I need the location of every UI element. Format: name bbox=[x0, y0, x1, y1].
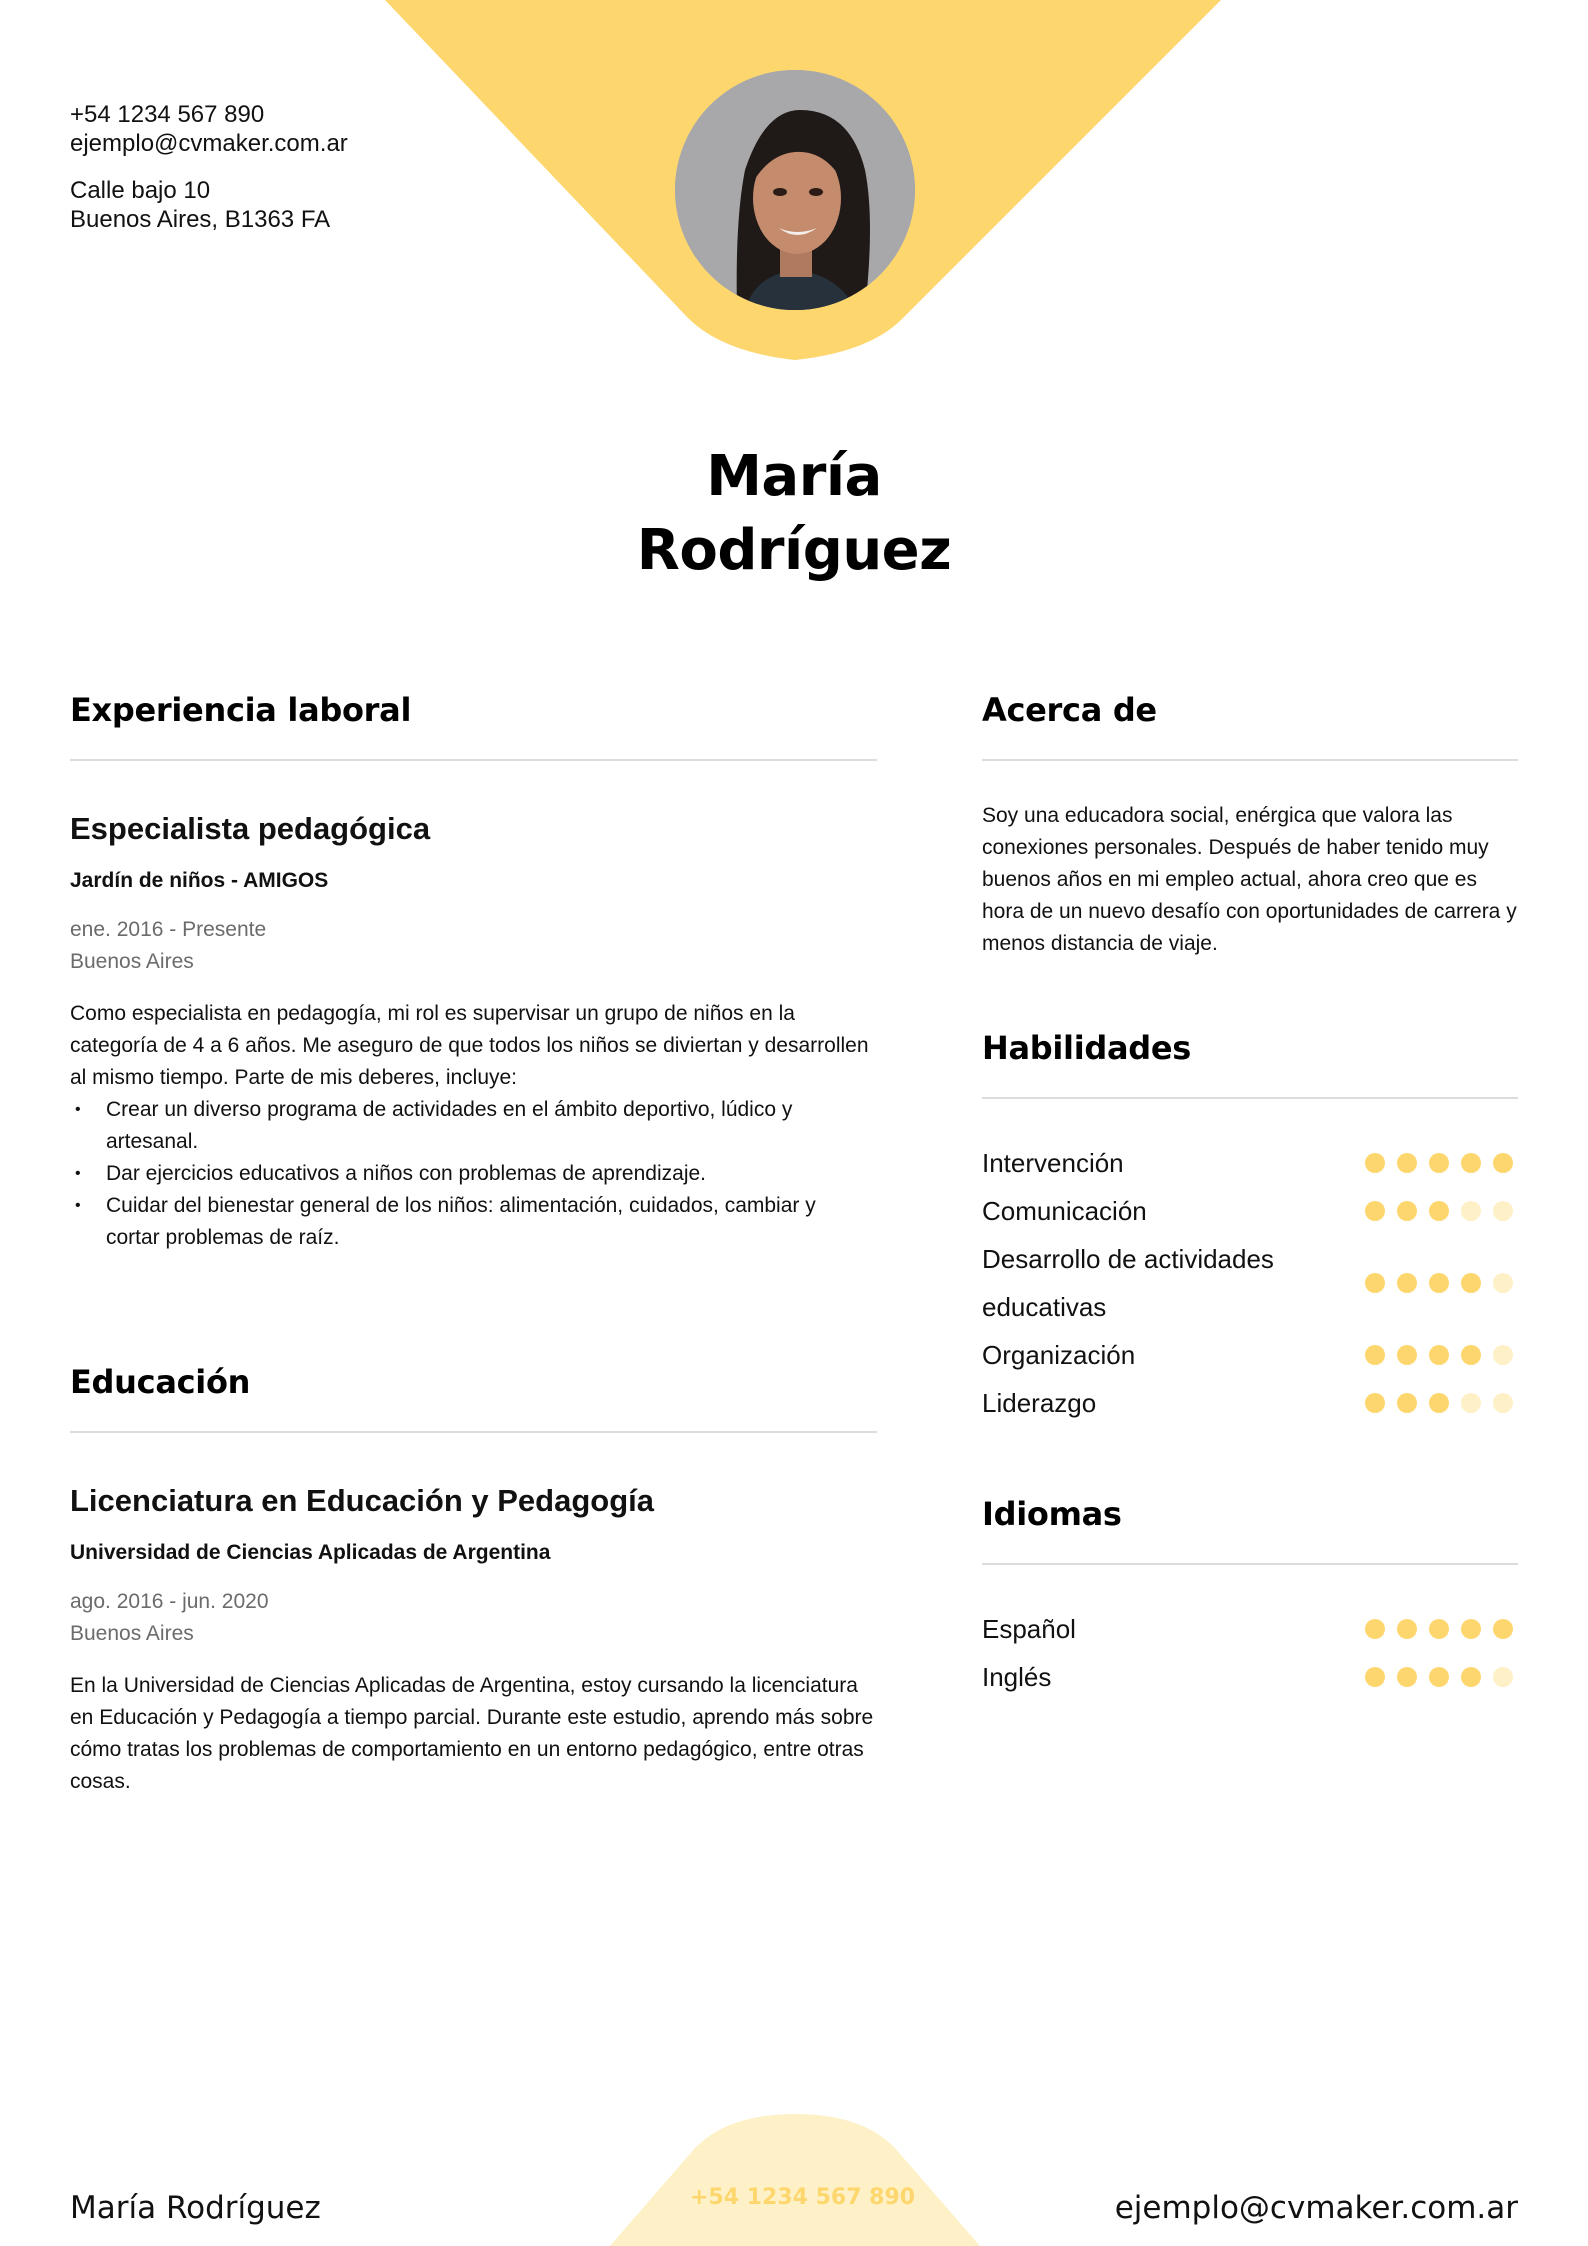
rating-dot-filled bbox=[1429, 1273, 1449, 1293]
experience-duties-list bbox=[70, 1094, 870, 1254]
skill-rating bbox=[1365, 1273, 1515, 1293]
skill-rating bbox=[1365, 1345, 1515, 1365]
rating-dot-filled bbox=[1397, 1345, 1417, 1365]
skill-label: Organización bbox=[982, 1340, 1136, 1370]
rating-dot-filled bbox=[1429, 1345, 1449, 1365]
language-label: Español bbox=[982, 1614, 1076, 1644]
rating-dot-filled bbox=[1429, 1667, 1449, 1687]
candidate-name bbox=[494, 440, 1094, 588]
contact-city: Buenos Aires, B1363 FA bbox=[70, 206, 331, 233]
rating-dot-filled bbox=[1461, 1273, 1481, 1293]
education-organization: Universidad de Ciencias Aplicadas de Argentina bbox=[70, 1541, 551, 1564]
rating-dot-filled bbox=[1397, 1393, 1417, 1413]
education-location: Buenos Aires bbox=[70, 1622, 194, 1645]
rating-dot-empty bbox=[1461, 1393, 1481, 1413]
experience-organization: Jardín de niños - AMIGOS bbox=[70, 869, 329, 892]
rating-dot-filled bbox=[1397, 1153, 1417, 1173]
about-divider bbox=[982, 759, 1518, 761]
languages-divider bbox=[982, 1563, 1518, 1565]
language-label: Inglés bbox=[982, 1662, 1052, 1692]
rating-dot-filled bbox=[1493, 1619, 1513, 1639]
experience-divider bbox=[70, 759, 877, 761]
first-name: María bbox=[706, 444, 882, 509]
skill-label: Desarrollo de actividades educativas bbox=[982, 1244, 1274, 1322]
rating-dot-filled bbox=[1461, 1619, 1481, 1639]
rating-dot-filled bbox=[1429, 1619, 1449, 1639]
education-description: En la Universidad de Ciencias Aplicadas de Argentina, estoy cursando la licenciatura en Educación y Pedagogía a tiempo parcial. Durante este estudio, aprendo más sobre cómo tratas los problemas de comportamiento en un entorno pedagógico, entre otras cosas. bbox=[70, 1674, 874, 1793]
footer-email[interactable]: ejemplo@cvmaker.com.ar bbox=[1114, 2190, 1518, 2226]
experience-dates: ene. 2016 - Presente bbox=[70, 918, 267, 941]
skills-divider bbox=[982, 1097, 1518, 1099]
education-heading: Educación bbox=[70, 1363, 251, 1401]
rating-dot-filled bbox=[1365, 1201, 1385, 1221]
skill-label: Liderazgo bbox=[982, 1388, 1097, 1418]
rating-dot-empty bbox=[1493, 1667, 1513, 1687]
rating-dot-filled bbox=[1429, 1393, 1449, 1413]
skill-rating bbox=[1365, 1153, 1515, 1173]
rating-dot-filled bbox=[1397, 1201, 1417, 1221]
skill-rating bbox=[1365, 1393, 1515, 1413]
experience-title: Especialista pedagógica bbox=[70, 811, 431, 846]
experience-location: Buenos Aires bbox=[70, 950, 194, 973]
language-rating bbox=[1365, 1667, 1515, 1687]
footer-decoration bbox=[610, 2110, 980, 2246]
rating-dot-filled bbox=[1461, 1667, 1481, 1687]
about-text: Soy una educadora social, enérgica que valora las conexiones personales. Después de haber tenido muy buenos años en mi empleo actual, ahora creo que es hora de un nuevo desafío con oportunidades de carrera y menos distancia de viaje. bbox=[982, 804, 1517, 955]
rating-dot-filled bbox=[1429, 1201, 1449, 1221]
rating-dot-filled bbox=[1365, 1273, 1385, 1293]
about-heading: Acerca de bbox=[982, 691, 1157, 729]
languages-heading: Idiomas bbox=[982, 1495, 1122, 1533]
experience-description: Como especialista en pedagogía, mi rol es supervisar un grupo de niños en la categoría de 4 a 6 años. Me aseguro de que todos los niños se diviertan y desarrollen al mismo tiempo. Parte de mis deberes, incluye: bbox=[70, 1002, 869, 1089]
list-item: • Crear un diverso programa de actividades en el ámbito deportivo, lúdico y artesanal. bbox=[70, 1094, 870, 1158]
rating-dot-filled bbox=[1461, 1153, 1481, 1173]
footer-phone: +54 1234 567 890 bbox=[690, 2185, 916, 2210]
contact-phone: +54 1234 567 890 bbox=[70, 101, 265, 128]
rating-dot-filled bbox=[1493, 1153, 1513, 1173]
language-rating bbox=[1365, 1619, 1515, 1639]
rating-dot-filled bbox=[1365, 1667, 1385, 1687]
experience-heading: Experiencia laboral bbox=[70, 691, 412, 729]
contact-street: Calle bajo 10 bbox=[70, 177, 211, 204]
skill-label: Comunicación bbox=[982, 1196, 1147, 1226]
rating-dot-empty bbox=[1493, 1201, 1513, 1221]
rating-dot-empty bbox=[1493, 1345, 1513, 1365]
skills-heading: Habilidades bbox=[982, 1029, 1192, 1067]
list-item: • Cuidar del bienestar general de los niños: alimentación, cuidados, cambiar y cortar problemas de raíz. bbox=[70, 1190, 870, 1254]
skill-label: Intervención bbox=[982, 1148, 1124, 1178]
rating-dot-empty bbox=[1461, 1201, 1481, 1221]
rating-dot-filled bbox=[1461, 1345, 1481, 1365]
rating-dot-filled bbox=[1429, 1153, 1449, 1173]
list-item: • Dar ejercicios educativos a niños con problemas de aprendizaje. bbox=[70, 1158, 870, 1190]
rating-dot-filled bbox=[1397, 1667, 1417, 1687]
rating-dot-filled bbox=[1365, 1345, 1385, 1365]
education-dates: ago. 2016 - jun. 2020 bbox=[70, 1590, 269, 1613]
contact-email[interactable]: ejemplo@cvmaker.com.ar bbox=[70, 130, 348, 157]
education-title: Licenciatura en Educación y Pedagogía bbox=[70, 1483, 655, 1518]
profile-photo bbox=[675, 70, 915, 310]
last-name: Rodríguez bbox=[636, 518, 952, 583]
skill-rating bbox=[1365, 1201, 1515, 1221]
rating-dot-empty bbox=[1493, 1393, 1513, 1413]
education-divider bbox=[70, 1431, 877, 1433]
footer-name: María Rodríguez bbox=[70, 2190, 321, 2226]
rating-dot-filled bbox=[1365, 1153, 1385, 1173]
rating-dot-filled bbox=[1397, 1273, 1417, 1293]
rating-dot-filled bbox=[1365, 1619, 1385, 1639]
rating-dot-filled bbox=[1365, 1393, 1385, 1413]
rating-dot-filled bbox=[1397, 1619, 1417, 1639]
rating-dot-empty bbox=[1493, 1273, 1513, 1293]
